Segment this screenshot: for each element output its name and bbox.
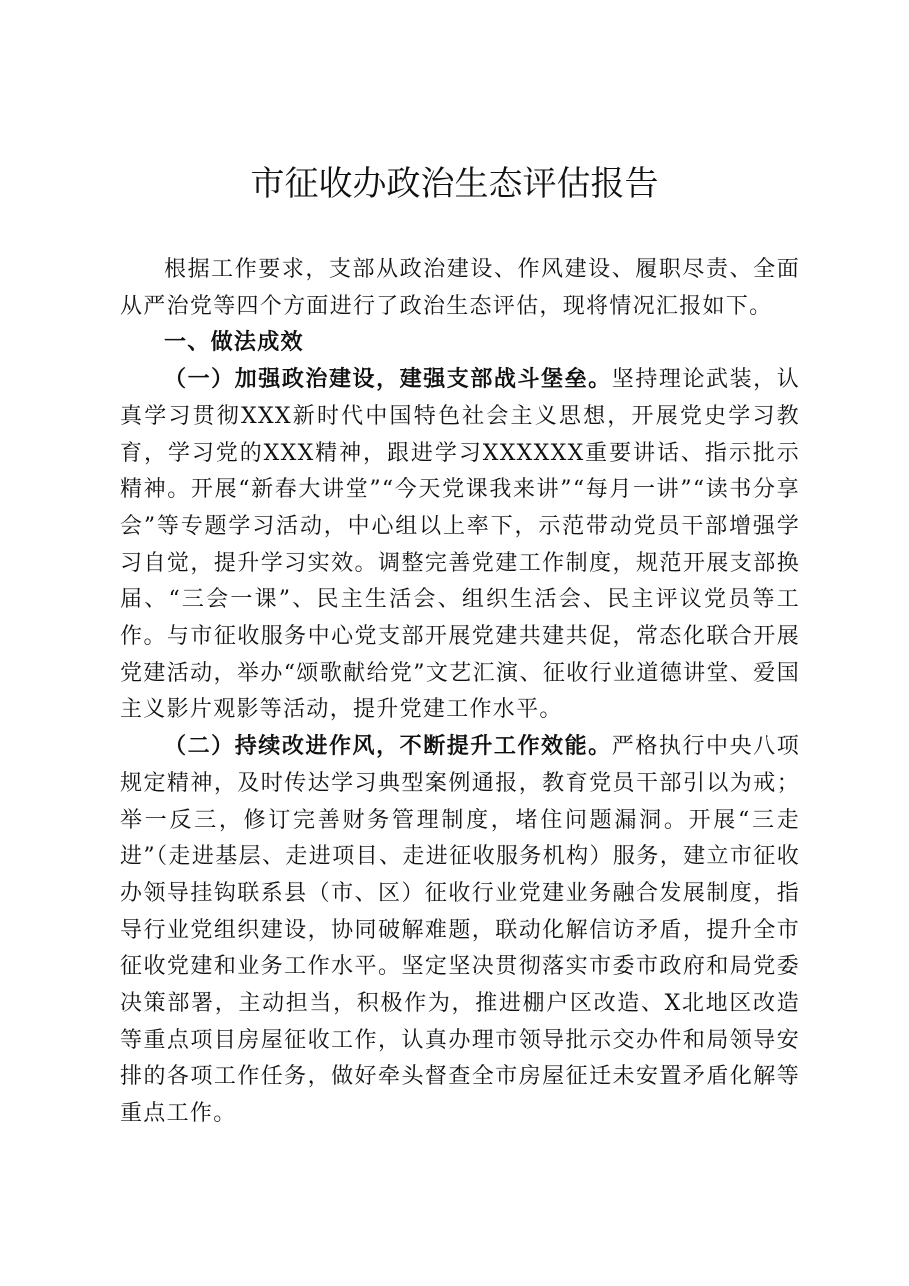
intro-paragraph: 根据工作要求，支部从政治建设、作风建设、履职尽责、全面从严治党等四个方面进行了政治生态评估，现将情况汇报如下。 [120, 257, 800, 319]
document-body [120, 252, 800, 1133]
paragraph-political-building-text: 坚持理论武装，认真学习贯彻XXX新时代中国特色社会主义思想，开展党史学习教育，学习党的XXX精神，跟进学习XXXXXX重要讲话、指示批示精神。开展“新春大讲堂”“今天党课我来讲”“每月一讲”“读书分享会”等专题学习活动，中心组以上率下，示范带动党员干部增强学习自觉，提升学习实效。调整完善党建工作制度，规范开展支部换届、“三会一课”、民主生活会、组织生活会、民主评议党员等工作。与市征收服务中心党支部开展党建共建共促，常态化联合开展党建活动，举办“颂歌献给党”文艺汇演、征收行业道德讲堂、爱国主义影片观影等活动，提升党建工作水平。 [120, 367, 801, 723]
subheading-work-style: （二）持续改进作风，不断提升工作效能。 [164, 734, 612, 760]
paragraph-work-style [120, 729, 800, 1133]
subheading-political-building: （一）加强政治建设，建强支部战斗堡垒。 [164, 367, 612, 393]
paragraph-political-building [120, 362, 800, 729]
section-heading-practices: 一、做法成效 [164, 330, 304, 356]
document-title: 市征收办政治生态评估报告 [250, 164, 659, 204]
paragraph-work-style-text: 严格执行中央八项规定精神，及时传达学习典型案例通报，教育党员干部引以为戒；举一反三，修订完善财务管理制度，堵住问题漏洞。开展“三走进”（走进基层、走进项目、走进征收服务机构）服务，建立市征收办领导挂钩联系县（市、区）征收行业党建业务融合发展制度，指导行业党组织建设，协同破解难题，联动化解信访矛盾，提升全市征收党建和业务工作水平。坚定坚决贯彻落实市委市政府和局党委决策部署，主动担当，积极作为，推进棚户区改造、X北地区改造等重点项目房屋征收工作，认真办理市领导批示交办件和局领导安排的各项工作任务，做好牵头督查全市房屋征迁未安置矛盾化解等重点工作。 [120, 734, 801, 1127]
